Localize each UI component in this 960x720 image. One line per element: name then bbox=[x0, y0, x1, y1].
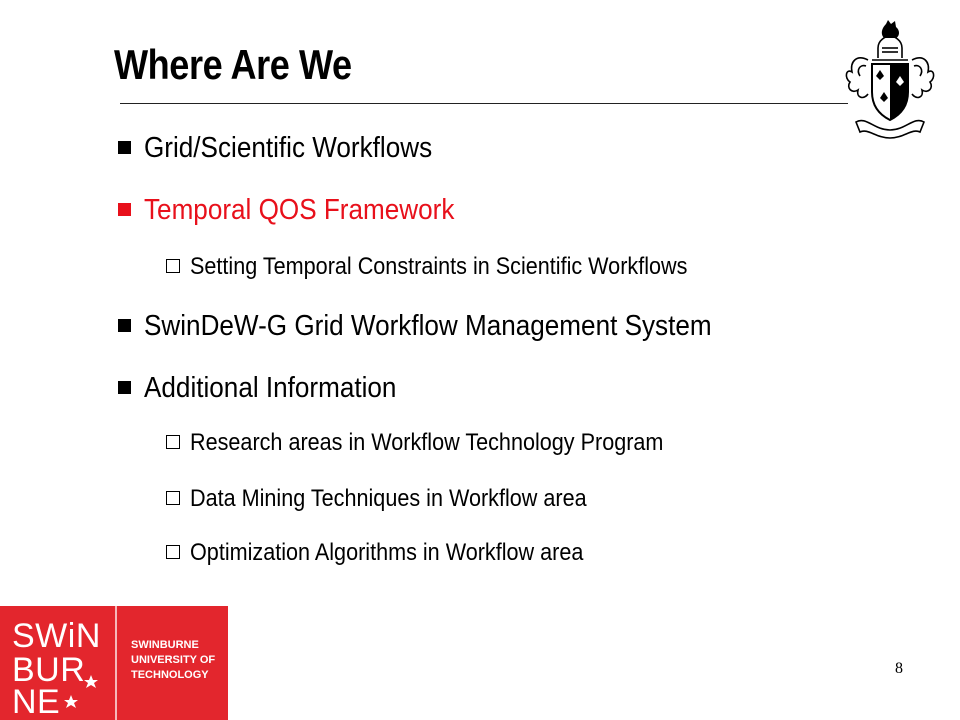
sub-bullet-item: Data Mining Techniques in Workflow area bbox=[166, 487, 631, 511]
logo-mark-line-3: NE bbox=[12, 683, 61, 720]
filled-square-bullet-icon bbox=[118, 203, 131, 216]
page-number: 8 bbox=[895, 660, 903, 677]
bullet-item: Grid/Scientific Workflows bbox=[118, 134, 464, 163]
sub-bullet-item: Setting Temporal Constraints in Scientific Workflows bbox=[166, 255, 743, 279]
title-divider bbox=[120, 103, 848, 104]
hollow-square-bullet-icon bbox=[166, 259, 180, 273]
hollow-square-bullet-icon bbox=[166, 435, 180, 449]
logo-name-line-1: SWINBURNE bbox=[131, 639, 199, 651]
logo-name-line-2: UNIVERSITY OF bbox=[131, 654, 216, 666]
slide-title: Where Are We bbox=[114, 41, 352, 88]
logo-mark-line-2: BUR bbox=[12, 651, 86, 689]
bullet-item: Additional Information bbox=[118, 374, 425, 403]
filled-square-bullet-icon bbox=[118, 381, 131, 394]
sub-bullet-item: Research areas in Workflow Technology Program bbox=[166, 431, 716, 455]
logo-name-line-3: TECHNOLOGY bbox=[131, 669, 209, 681]
filled-square-bullet-icon bbox=[118, 319, 131, 332]
hollow-square-bullet-icon bbox=[166, 545, 180, 559]
logo-mark-line-1: SWiN bbox=[12, 617, 101, 655]
bullet-item: SwinDeW-G Grid Workflow Management System bbox=[118, 312, 775, 341]
university-logo bbox=[0, 606, 228, 720]
hollow-square-bullet-icon bbox=[166, 491, 180, 505]
sub-bullet-item: Optimization Algorithms in Workflow area bbox=[166, 541, 627, 565]
bullet-item-highlighted: Temporal QOS Framework bbox=[118, 196, 489, 225]
filled-square-bullet-icon bbox=[118, 141, 131, 154]
university-crest-icon bbox=[842, 18, 938, 142]
